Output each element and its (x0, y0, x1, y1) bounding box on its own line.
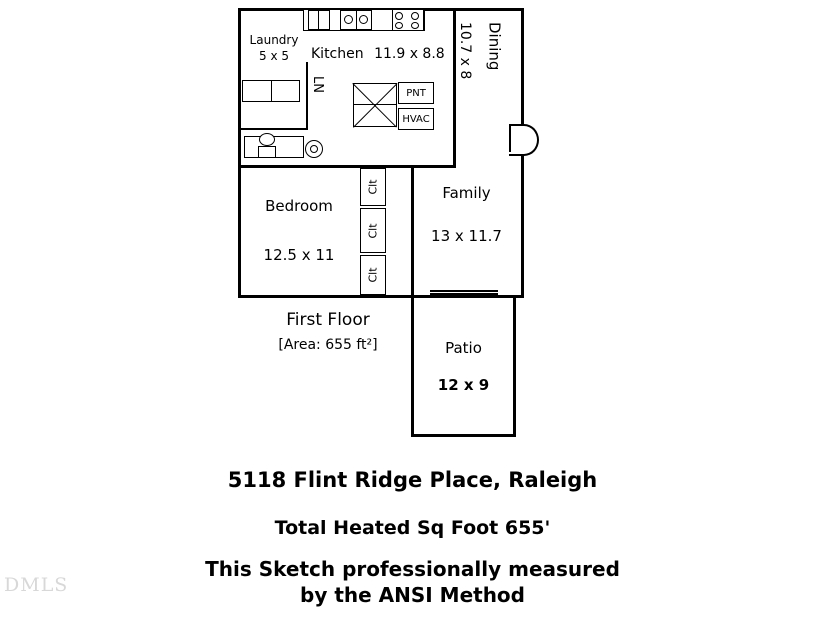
bath-toilet-tank (258, 146, 276, 158)
dining-name: Dining (485, 22, 504, 71)
laundry-dim: 5 x 5 (259, 48, 289, 63)
floor-title: First Floor (286, 310, 370, 330)
laundry-name: Laundry (249, 33, 299, 47)
closet-3-label: Clt (366, 267, 380, 283)
range-burner-1 (395, 12, 403, 20)
interior-wall-laundry-right (306, 62, 308, 130)
entry-door-panel (509, 124, 511, 152)
caption-line-4: by the ANSI Method (300, 583, 525, 607)
family-dim: 13 x 11.7 (431, 227, 502, 246)
hvac-label: HVAC (402, 113, 430, 125)
family-room-label (414, 185, 519, 246)
laundry-room-label (240, 34, 308, 64)
interior-wall-laundry-bottom (238, 128, 308, 130)
bedroom-dim: 12.5 x 11 (263, 246, 335, 265)
interior-wall-bedroom-top (238, 165, 413, 168)
kitchen-sink-basin-right (359, 15, 368, 24)
utility-closet-mid-line (353, 104, 397, 105)
bath-fixture-round-inner (310, 145, 318, 153)
pnt-box (398, 82, 434, 104)
laundry-abbrev: LN (309, 76, 325, 93)
family-window-outer (430, 290, 498, 292)
hvac-box (398, 108, 434, 130)
closet-3 (360, 255, 386, 295)
entry-door-swing (509, 124, 539, 156)
dining-dim: 10.7 x 8 (457, 22, 474, 80)
caption-line-2: Total Heated Sq Foot 655' (274, 517, 551, 539)
laundry-appliance-divider (271, 80, 272, 102)
kitchen-dim: 11.9 x 8.8 (374, 46, 445, 62)
patio-dim: 12 x 9 (437, 376, 490, 395)
patio-room-label (412, 340, 515, 395)
bedroom-room-label (240, 198, 358, 265)
pnt-label: PNT (406, 87, 426, 99)
kitchen-room-label (311, 46, 445, 62)
patio-wall-bottom (411, 434, 516, 437)
laundry-abbrev-label (309, 76, 324, 97)
kitchen-sink-basin-left (344, 15, 353, 24)
interior-wall-family-top (411, 165, 455, 168)
closet-2-label: Clt (366, 222, 380, 239)
closet-1 (360, 168, 386, 206)
closet-2 (360, 208, 386, 253)
floor-area: [Area: 655 ft²] (278, 337, 378, 353)
range-burner-4 (411, 22, 419, 29)
caption-line-3: This Sketch professionally measured (205, 557, 620, 581)
family-window-inner (430, 293, 498, 295)
watermark: DMLS (4, 574, 69, 596)
caption-line-1: 5118 Flint Ridge Place, Raleigh (227, 468, 598, 492)
patio-name: Patio (445, 339, 482, 357)
dining-room-label (455, 22, 519, 112)
closet-1-label: Clt (366, 179, 380, 195)
family-name: Family (442, 184, 491, 202)
exterior-wall-bottom (238, 295, 524, 298)
kitchen-name: Kitchen (311, 46, 364, 62)
range-burner-3 (395, 22, 403, 29)
kitchen-sink-divider (356, 10, 357, 30)
bath-sink-basin (259, 133, 275, 146)
kitchen-appliance-left-divider (318, 10, 319, 30)
bedroom-name: Bedroom (265, 197, 333, 215)
range-burner-2 (411, 12, 419, 20)
